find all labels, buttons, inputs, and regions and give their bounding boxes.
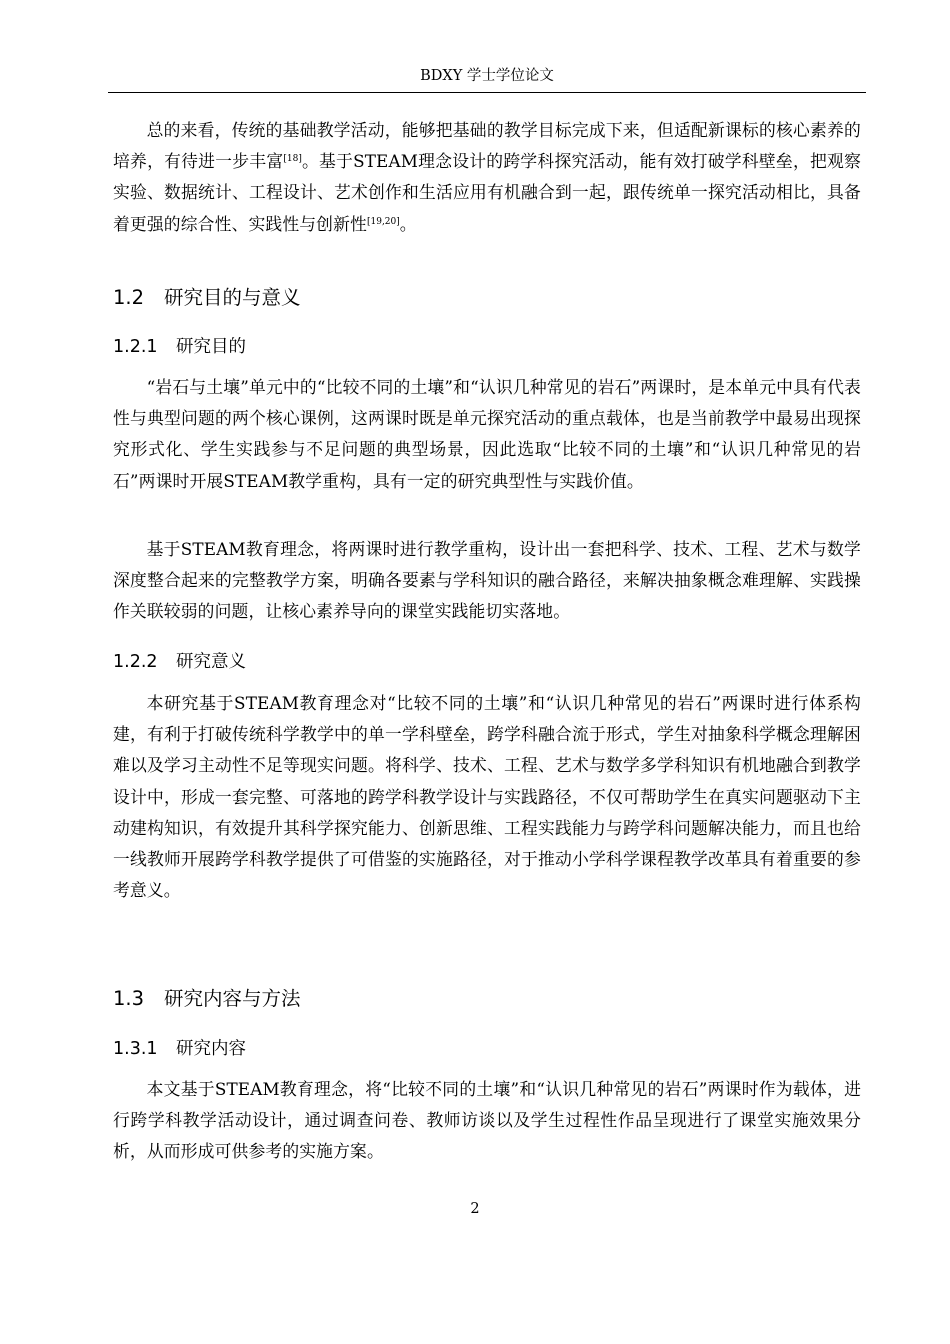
section-heading-1-3 <box>113 986 301 1012</box>
section-number: 1.3.1 <box>113 1039 158 1059</box>
paragraph-summary <box>113 115 861 240</box>
section-title: 研究内容与方法 <box>164 987 301 1010</box>
paragraph-research-content: 本文基于STEAM教育理念，将“比较不同的土壤”和“认识几种常见的岩石”两课时作为载体，进行跨学科教学活动设计，通过调查问卷、教师访谈以及学生过程性作品呈现进行了课堂实施效果分析，从而形成可供参考的实施方案。 <box>113 1079 861 1162</box>
section-number: 1.3 <box>113 987 145 1010</box>
section-title: 研究内容 <box>176 1039 246 1059</box>
paragraph-text: 总的来看，传统的基础教学活动，能够把基础的教学目标完成下来，但适配新课标的核心素养的培养，有待进一步丰富 <box>113 120 861 172</box>
section-title: 研究目的与意义 <box>164 286 301 309</box>
citation: [19,20] <box>366 216 400 227</box>
paragraph-research-significance: 本研究基于STEAM教育理念对“比较不同的土壤”和“认识几种常见的岩石”两课时进行体系构建，有利于打破传统科学教学中的单一学科壁垒，跨学科融合流于形式，学生对抽象科学概念理解困难以及学习主动性不足等现实问题。将科学、技术、工程、艺术与数学多学科知识有机地融合到教学设计中，形成一套完整、可落地的跨学科教学设计与实践路径，不仅可帮助学生在真实问题驱动下主动建构知识，有效提升其科学探究能力、创新思维、工程实践能力与跨学科问题解决能力，而且也给一线教师开展跨学科教学提供了可借鉴的实施路径，对于推动小学科学课程教学改革具有着重要的参考意义。 <box>113 693 861 901</box>
section-title: 研究意义 <box>176 652 246 672</box>
section-heading-1-2-1 <box>113 335 246 359</box>
section-heading-1-2-2 <box>113 650 246 674</box>
paragraph-text: 。基于STEAM理念设计的跨学科探究活动，能有效打破学科壁垒，把观察实验、数据统计、工程设计、艺术创作和生活应用有机融合到一起，跟传统单一探究活动相比，具备着更强的综合性、实践性与创新性 <box>113 151 861 234</box>
section-heading-1-2 <box>113 285 301 311</box>
section-title: 研究目的 <box>176 337 246 357</box>
section-number: 1.2.2 <box>113 652 158 672</box>
section-number: 1.2.1 <box>113 337 158 357</box>
paragraph-research-purpose-1: “岩石与土壤”单元中的“比较不同的土壤”和“认识几种常见的岩石”两课时，是本单元中具有代表性与典型问题的两个核心课例，这两课时既是单元探究活动的重点载体，也是当前教学中最易出现探究形式化、学生实践参与不足问题的典型场景，因此选取“比较不同的土壤”和“认识几种常见的岩石”两课时开展STEAM教学重构，具有一定的研究典型性与实践价值。 <box>113 377 861 491</box>
citation: [18] <box>283 154 302 165</box>
paragraph-text: 。 <box>399 213 417 234</box>
section-number: 1.2 <box>113 286 145 309</box>
paragraph-research-purpose-2: 基于STEAM教育理念，将两课时进行教学重构，设计出一套把科学、技术、工程、艺术与数学深度整合起来的完整教学方案，明确各要素与学科知识的融合路径，来解决抽象概念难理解、实践操作关联较弱的问题，让核心素养导向的课堂实践能切实落地。 <box>113 539 861 622</box>
header-title: BDXY 学士学位论文 <box>420 68 554 84</box>
page-number: 2 <box>470 1201 480 1217</box>
section-heading-1-3-1 <box>113 1037 246 1061</box>
page-header <box>108 66 866 93</box>
